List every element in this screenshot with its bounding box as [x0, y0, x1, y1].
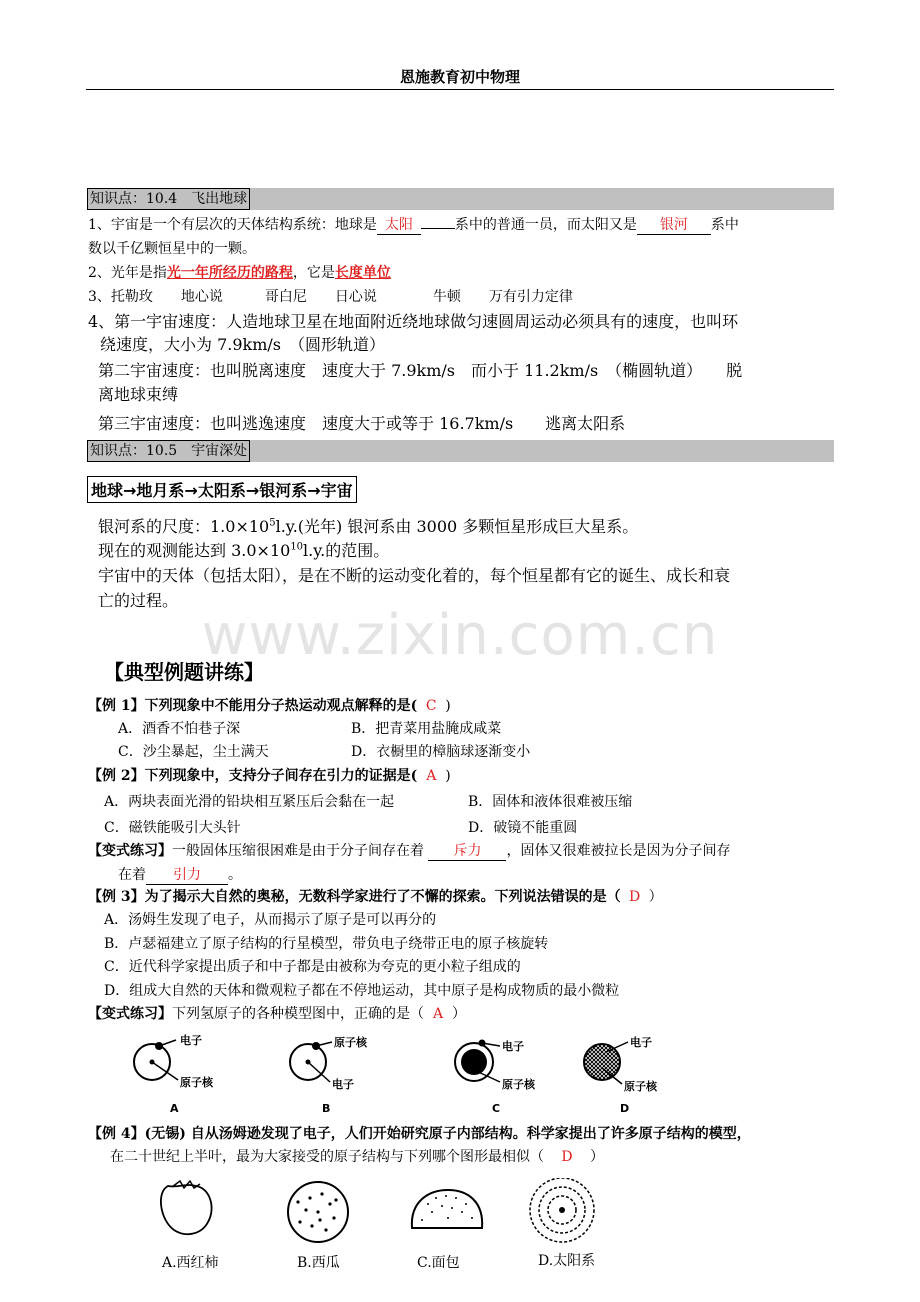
atom-model-c: [455, 1039, 536, 1115]
kp2-line-1: [98, 514, 638, 537]
kp1-line-7: 第二宇宙速度：也叫脱离速度 速度大于 7.9km/s 而小于 11.2km/s （椭圆轨道） 脱: [98, 361, 743, 380]
label-bottom: 原子核: [502, 1078, 535, 1091]
label-letter: B: [322, 1102, 331, 1115]
text: 1、宇宙是一个有层次的天体结构系统：地球是: [88, 217, 377, 233]
answer-light-year: 光一年所经历的路程: [166, 265, 293, 281]
text: 银河系的尺度：1.0×10: [98, 517, 270, 536]
example-2-option-a: A．两块表面光滑的铅块相互紧压后会黏在一起: [104, 794, 395, 810]
label-letter: C: [492, 1102, 501, 1115]
answer-attraction: 引力: [173, 867, 201, 883]
example-2-option-d: D．破镜不能重圆: [468, 820, 578, 836]
hydrogen-atom-models-figure: [120, 1030, 680, 1118]
watermark: www.zixin.com.cn: [201, 603, 719, 668]
label-bottom: 电子: [332, 1078, 354, 1091]
text: 系中: [710, 217, 739, 233]
text: ，固体又很难被拉长是因为分子间存: [506, 843, 731, 859]
knowledge-point-label: 知识点：10.4 飞出地球: [87, 188, 250, 210]
text: 在着: [118, 867, 146, 883]
watermelon-model: [288, 1182, 348, 1242]
example-1-option-a: A．酒香不怕巷子深: [118, 721, 241, 737]
example-1-option-d: D．衣橱里的樟脑球逐渐变小: [351, 744, 531, 760]
example-2-stem: [88, 765, 451, 785]
answer-length-unit: 长度单位: [334, 265, 391, 281]
page-header-title: 恩施教育初中物理: [399, 68, 520, 86]
variant-1-line-2: [118, 864, 242, 885]
exponent: 10: [290, 541, 304, 553]
label-top: 电子: [180, 1034, 202, 1047]
example-3-option-b: B．卢瑟福建立了原子结构的行星模型，带负电子绕带正电的原子核旋转: [104, 936, 549, 952]
text: ）: [648, 889, 663, 905]
label-top: 原子核: [334, 1036, 367, 1049]
kp2-line-2: [98, 538, 389, 561]
text: 【例 1】下列现象中不能用分子热运动观点解释的是(: [88, 698, 418, 714]
knowledge-point-bar-10-5: [87, 440, 834, 462]
label-letter: A: [170, 1102, 179, 1115]
answer: A: [426, 768, 437, 784]
text: 2、光年是指: [88, 265, 167, 281]
example-3-option-c: C．近代科学家提出质子和中子都是由被称为夸克的更小粒子组成的: [104, 959, 521, 975]
example-3-option-a: A．汤姆生发现了电子，从而揭示了原子是可以再分的: [104, 912, 437, 928]
answer: C: [425, 698, 437, 714]
solar-system-model: [530, 1178, 594, 1242]
answer-galaxy: 银河: [659, 217, 688, 233]
label-letter: D: [620, 1102, 630, 1115]
example-4-line-2: [110, 1146, 604, 1166]
tomato-model: [161, 1181, 212, 1234]
kp2-line-4: 亡的过程。: [98, 591, 179, 610]
option-b-watermelon: B.西瓜: [297, 1255, 340, 1271]
example-2-option-c: C．磁铁能吸引大头针: [104, 820, 241, 836]
answer: A: [432, 1006, 444, 1022]
atomic-model-analogies-figure: [150, 1178, 620, 1248]
label-top: 电子: [502, 1040, 524, 1053]
text: ）: [590, 1149, 604, 1165]
bread-model: [412, 1190, 482, 1228]
example-1-option-b: B．把青菜用盐腌成咸菜: [351, 721, 502, 737]
text: 系中的普通一员，而太阳又是: [454, 217, 637, 233]
option-a-tomato: A.西红柿: [162, 1255, 219, 1271]
answer-sun: 太阳: [384, 217, 413, 233]
example-3-stem: [88, 886, 663, 906]
text: 在二十世纪上半叶，最为大家接受的原子结构与下列哪个图形最相似（: [110, 1149, 544, 1165]
kp1-line-4: 3、托勒玫 地心说 哥白尼 日心说 牛顿 万有引力定律: [88, 289, 573, 305]
text: ): [445, 768, 451, 784]
answer-repulsion: 斥力: [453, 843, 482, 859]
text: l.y.的范围。: [303, 541, 390, 560]
kp1-line-5: 4、第一宇宙速度：人造地球卫星在地面附近绕地球做匀速圆周运动必须具有的速度，也叫环: [88, 312, 739, 331]
kp1-line-6: 绕速度，大小为 7.9km/s （圆形轨道）: [100, 335, 386, 354]
kp2-line-3: 宇宙中的天体（包括太阳），是在不断的运动变化着的，每个恒星都有它的诞生、成长和衰: [98, 566, 731, 585]
example-1-option-c: C．沙尘暴起，尘土满天: [118, 744, 269, 760]
text: ，它是: [292, 265, 335, 281]
atom-model-d: [584, 1035, 658, 1115]
text: 【例 4】(无锡) 自从汤姆逊发现了电子，人们开始研究原子内部结构。科学家提出了许多原子结构的模型，: [88, 1126, 751, 1142]
kp1-line-9: 第三宇宙速度：也叫逃逸速度 速度大于或等于 16.7km/s 逃离太阳系: [98, 414, 626, 433]
knowledge-point-label: 知识点：10.5 宇宙深处: [87, 440, 250, 462]
section-title: 【典型例题讲练】: [104, 660, 264, 684]
header-rule: [86, 89, 834, 90]
text: l.y.(光年) 银河系由 3000 多颗恒星形成巨大星系。: [275, 517, 639, 536]
variant-2-stem: [88, 1003, 466, 1023]
text: 一般固体压缩很困难是由于分子间存在着: [172, 843, 424, 859]
atom-model-b: [290, 1035, 368, 1115]
example-2-option-b: B．固体和液体很难被压缩: [468, 794, 633, 810]
kp1-line-8: 离地球束缚: [98, 385, 179, 404]
variant-tag: 【变式练习】: [88, 843, 172, 859]
exponent: 5: [269, 517, 276, 529]
answer: D: [561, 1149, 573, 1165]
kp1-line-2: 数以千亿颗恒星中的一颗。: [88, 241, 256, 257]
example-1-stem: [88, 695, 451, 715]
text: 现在的观测能达到 3.0×10: [98, 541, 291, 560]
text: ）: [452, 1006, 466, 1022]
text: 【例 2】下列现象中，支持分子间存在引力的证据是(: [88, 768, 418, 784]
example-4-line-1: [88, 1123, 751, 1143]
option-d-solar-system: D.太阳系: [538, 1253, 596, 1269]
text: ): [445, 698, 451, 714]
knowledge-point-bar-10-4: [87, 188, 834, 210]
cosmic-hierarchy-chain: 地球→地月系→太阳系→银河系→宇宙: [87, 476, 357, 503]
answer: D: [629, 889, 641, 905]
variant-tag: 【变式练习】: [88, 1006, 172, 1022]
label-bottom: 原子核: [180, 1076, 213, 1089]
label-bottom: 原子核: [624, 1080, 657, 1093]
text: 【例 3】为了揭示大自然的奥秘，无数科学家进行了不懈的探索。下列说法错误的是（: [88, 889, 621, 905]
variant-1-line-1: [88, 840, 730, 861]
kp1-line-3: [88, 262, 391, 282]
atom-model-a: [134, 1033, 214, 1115]
label-top: 电子: [630, 1036, 652, 1049]
example-3-option-d: D．组成大自然的天体和微观粒子都在不停地运动，其中原子是构成物质的最小微粒: [104, 983, 620, 999]
text: 下列氢原子的各种模型图中，正确的是（: [172, 1006, 424, 1022]
option-c-bread: C.面包: [417, 1255, 460, 1271]
kp1-line-1: [88, 214, 739, 235]
text: 。: [228, 867, 242, 883]
